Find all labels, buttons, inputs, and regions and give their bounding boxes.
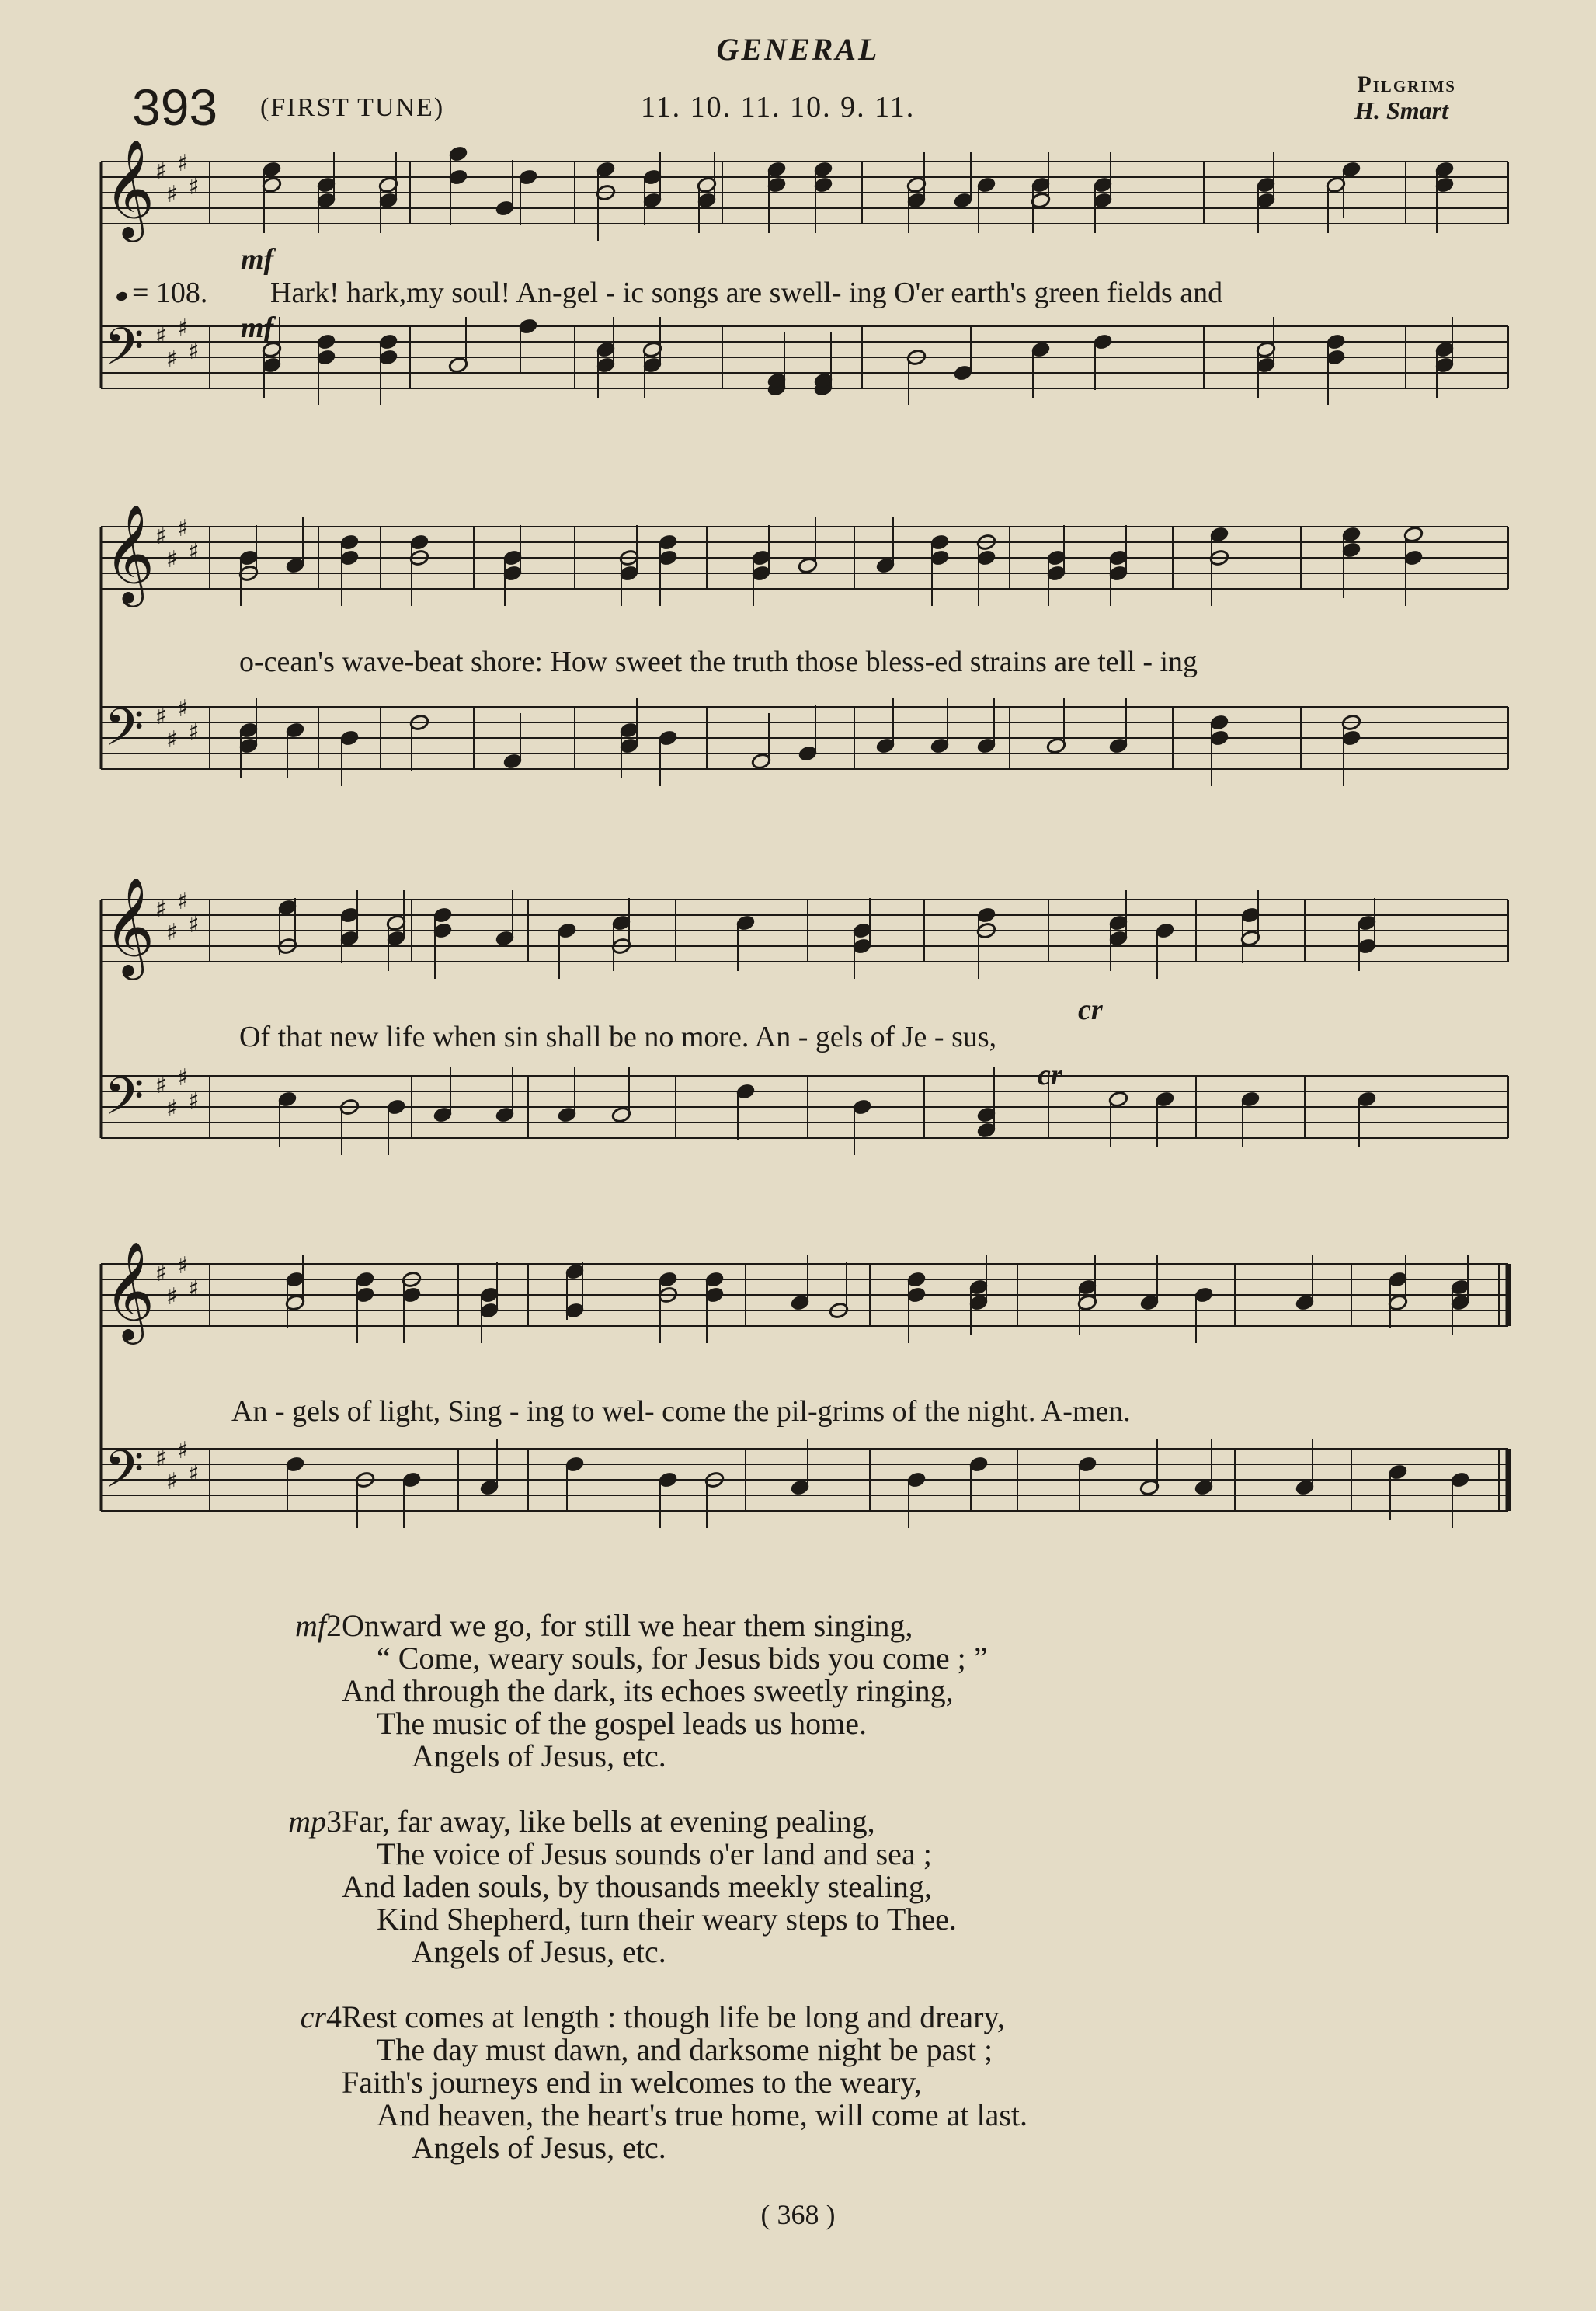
sharp-icon: ♯ bbox=[188, 1276, 200, 1303]
verse-line: The voice of Jesus sounds o'er land and sea ; bbox=[377, 1836, 932, 1871]
verse-refrain: Angels of Jesus, etc. bbox=[412, 1738, 666, 1773]
verse-line: “ Come, weary souls, for Jesus bids you come ; ” bbox=[377, 1641, 988, 1676]
treble-clef-icon: 𝄞 bbox=[104, 878, 155, 976]
page-number: ( 368 ) bbox=[760, 2199, 836, 2230]
quarter-note-icon bbox=[116, 291, 129, 302]
verses bbox=[288, 1608, 1028, 2197]
sharp-icon: ♯ bbox=[177, 315, 189, 342]
sharp-icon: ♯ bbox=[166, 181, 178, 208]
treble-clef-icon: 𝄞 bbox=[104, 140, 155, 238]
sharp-icon: ♯ bbox=[188, 1088, 200, 1115]
music-system-2 bbox=[93, 505, 1514, 862]
verse-line: And laden souls, by thousands meekly stealing, bbox=[342, 1869, 932, 1904]
sharp-icon: ♯ bbox=[188, 173, 200, 200]
verse-number: 4 bbox=[326, 2000, 342, 2034]
bass-clef-icon: 𝄢 bbox=[104, 1067, 144, 1139]
verse-number: 3 bbox=[326, 1804, 342, 1839]
sharp-icon: ♯ bbox=[177, 1064, 189, 1091]
verse-dynamic: mp bbox=[288, 1804, 326, 1839]
sharp-icon: ♯ bbox=[155, 158, 167, 185]
music-system-4 bbox=[93, 1239, 1514, 1604]
hymn-number: 393 bbox=[132, 78, 218, 136]
sharp-icon: ♯ bbox=[177, 515, 189, 542]
tune-label: (FIRST TUNE) bbox=[260, 93, 445, 122]
running-head: GENERAL bbox=[716, 32, 880, 67]
verse-line: Faith's journeys end in welcomes to the weary, bbox=[342, 2065, 922, 2100]
sharp-icon: ♯ bbox=[177, 1252, 189, 1279]
sharp-icon: ♯ bbox=[155, 322, 167, 350]
bass-clef-icon: 𝄢 bbox=[104, 1439, 144, 1512]
staff-notation-2 bbox=[93, 505, 1514, 862]
lyric-line-3: Of that new life when sin shall be no more. An - gels of Je - sus, bbox=[239, 1021, 997, 1053]
sharp-icon: ♯ bbox=[188, 1460, 200, 1488]
meter: 11. 10. 11. 10. 9. 11. bbox=[641, 91, 916, 124]
music-system-1 bbox=[93, 140, 1514, 466]
lyric-line-2: o-cean's wave-beat shore: How sweet the truth those bless-ed strains are tell - ing bbox=[239, 646, 1198, 678]
sharp-icon: ♯ bbox=[166, 726, 178, 754]
sharp-icon: ♯ bbox=[155, 1072, 167, 1099]
verse-4 bbox=[300, 2000, 1028, 2165]
tempo-value: = 108. bbox=[132, 277, 208, 309]
sharp-icon: ♯ bbox=[155, 523, 167, 550]
sharp-icon: ♯ bbox=[155, 1260, 167, 1287]
sharp-icon: ♯ bbox=[166, 1095, 178, 1122]
verse-line: And through the dark, its echoes sweetly ringing, bbox=[342, 1673, 954, 1708]
sharp-icon: ♯ bbox=[155, 703, 167, 730]
bass-clef-icon: 𝄢 bbox=[104, 698, 144, 770]
verse-refrain: Angels of Jesus, etc. bbox=[412, 2130, 666, 2165]
verse-line: Onward we go, for still we hear them singing, bbox=[342, 1608, 913, 1643]
verse-line: Rest comes at length : though life be long and dreary, bbox=[342, 2000, 1005, 2034]
verse-refrain: Angels of Jesus, etc. bbox=[412, 1934, 666, 1969]
bass-clef-icon: 𝄢 bbox=[104, 317, 144, 389]
verse-dynamic: cr bbox=[300, 2000, 326, 2034]
verse-line: The day must dawn, and darksome night be past ; bbox=[377, 2032, 993, 2067]
sharp-icon: ♯ bbox=[188, 911, 200, 938]
sharp-icon: ♯ bbox=[188, 538, 200, 566]
verse-number: 2 bbox=[326, 1608, 342, 1643]
verse-line: And heaven, the heart's true home, will come at last. bbox=[377, 2097, 1028, 2132]
lyric-line-1: Hark! hark,my soul! An-gel - ic songs are swell- ing O'er earth's green fields and bbox=[270, 277, 1223, 309]
verse-line: Far, far away, like bells at evening pealing, bbox=[342, 1804, 875, 1839]
music-system-3 bbox=[93, 878, 1514, 1235]
verse-line: The music of the gospel leads us home. bbox=[377, 1706, 867, 1741]
sharp-icon: ♯ bbox=[177, 150, 189, 177]
dynamic-mark: cr bbox=[1038, 1059, 1062, 1091]
verse-dynamic: mf bbox=[295, 1608, 326, 1643]
treble-clef-icon: 𝄞 bbox=[104, 505, 155, 603]
sharp-icon: ♯ bbox=[166, 1468, 178, 1495]
sharp-icon: ♯ bbox=[155, 1445, 167, 1472]
dynamic-mark: cr bbox=[1078, 994, 1103, 1026]
lyric-line-4: An - gels of light, Sing - ing to wel- come the pil-grims of the night. A-men. bbox=[231, 1395, 1131, 1428]
dynamic-mark: mf bbox=[241, 311, 274, 344]
composer: H. Smart bbox=[1354, 96, 1448, 124]
dynamic-mark: mf bbox=[241, 243, 274, 276]
sharp-icon: ♯ bbox=[177, 888, 189, 915]
sharp-icon: ♯ bbox=[188, 338, 200, 365]
treble-clef-icon: 𝄞 bbox=[104, 1241, 155, 1340]
sharp-icon: ♯ bbox=[166, 919, 178, 946]
sharp-icon: ♯ bbox=[155, 896, 167, 923]
verse-2 bbox=[295, 1608, 1027, 1773]
staff-notation-3 bbox=[93, 878, 1514, 1235]
sharp-icon: ♯ bbox=[166, 546, 178, 573]
sharp-icon: ♯ bbox=[177, 695, 189, 722]
verse-line: Kind Shepherd, turn their weary steps to Thee. bbox=[377, 1902, 957, 1937]
sharp-icon: ♯ bbox=[177, 1437, 189, 1464]
verse-3 bbox=[288, 1804, 1027, 1969]
sharp-icon: ♯ bbox=[166, 1283, 178, 1310]
sharp-icon: ♯ bbox=[188, 719, 200, 746]
tempo-marking bbox=[116, 276, 207, 310]
sharp-icon: ♯ bbox=[166, 346, 178, 373]
tune-name: Pilgrims bbox=[1357, 71, 1456, 97]
